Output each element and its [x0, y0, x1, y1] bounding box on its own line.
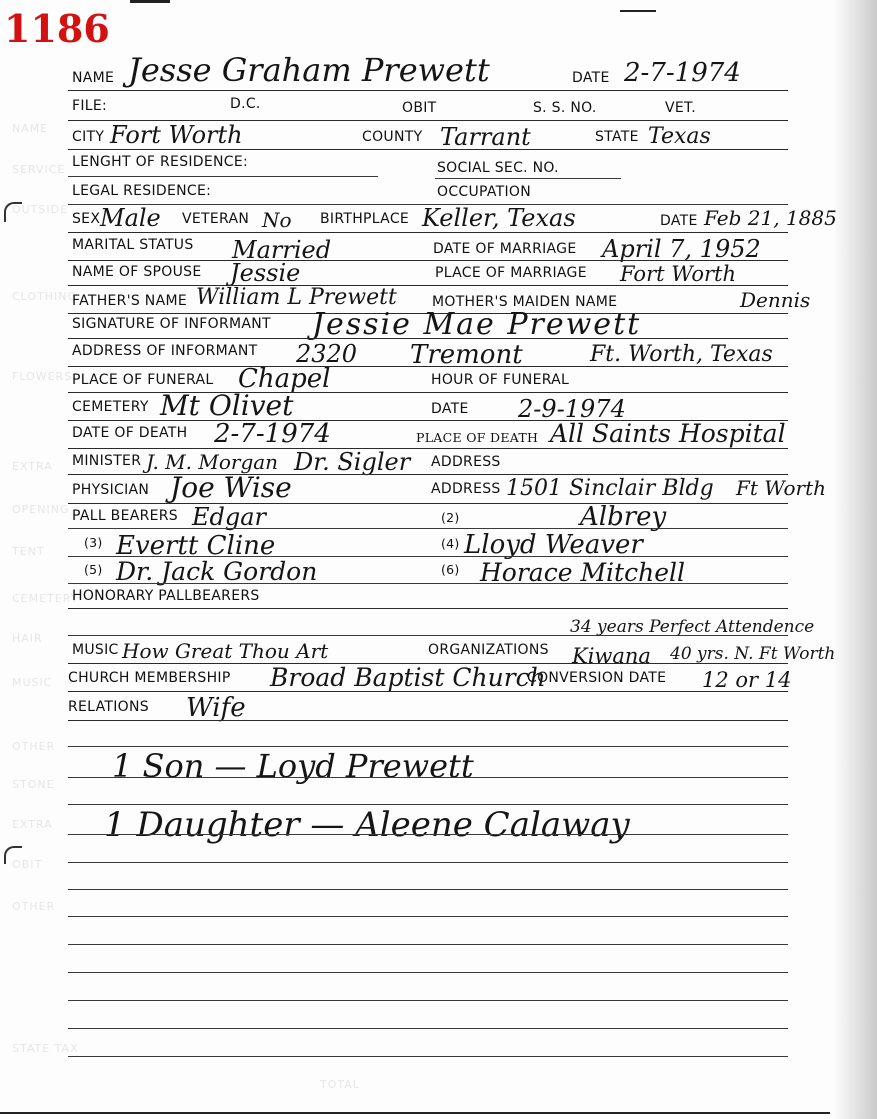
line-length-b [435, 178, 621, 179]
label-ss-no: S. S. NO. [533, 100, 597, 116]
line-relations-10 [68, 972, 788, 973]
line-relations-6 [68, 862, 788, 863]
value-fathers-name: William L Prewett [196, 285, 397, 310]
value-minister: J. M. Morgan [146, 450, 279, 474]
label-birthplace: BIRTHPLACE [320, 211, 410, 227]
binder-hole-mark-2 [4, 846, 22, 864]
record-number: 1186 [4, 6, 110, 51]
value-birth-date: Feb 21, 1885 [704, 206, 837, 230]
line-sex [68, 232, 788, 233]
value-sex: Male [100, 204, 161, 232]
label-state: STATE [595, 129, 639, 145]
line-signature [68, 338, 788, 339]
line-pall-1 [68, 528, 788, 529]
label-fathers-name: FATHER'S NAME [72, 293, 187, 309]
label-dc: D.C. [230, 96, 261, 112]
value-physician-address-city: Ft Worth [736, 476, 826, 500]
label-church-membership: CHURCH MEMBERSHIP [68, 670, 231, 686]
label-name: NAME [72, 70, 115, 86]
label-pall-bearer-3: (3) [84, 535, 103, 550]
label-pall-bearer-2: (2) [441, 510, 460, 525]
line-spouse [68, 285, 788, 286]
value-church-membership: Broad Baptist Church [270, 663, 546, 692]
label-marital-status: MARITAL STATUS [72, 237, 194, 253]
value-organizations: Kiwana [572, 644, 651, 668]
label-place-of-marriage: PLACE OF MARRIAGE [435, 265, 587, 281]
label-legal-residence: LEGAL RESIDENCE: [72, 183, 212, 199]
line-address [68, 366, 788, 367]
label-conversion-date: CONVERSION DATE [527, 670, 667, 686]
label-physician-address: ADDRESS [431, 481, 501, 497]
label-hour-of-funeral: HOUR OF FUNERAL [431, 372, 570, 388]
label-pall-bearer-4: (4) [441, 536, 460, 551]
line-relations-7 [68, 889, 788, 890]
label-place-of-death: PLACE OF DEATH [416, 430, 539, 445]
value-pall-bearer-4: Lloyd Weaver [464, 530, 643, 560]
value-place-of-marriage: Fort Worth [620, 262, 737, 286]
label-date-of-marriage: DATE OF MARRIAGE [433, 241, 577, 257]
line-physician [68, 503, 788, 504]
value-veteran: No [262, 208, 292, 232]
label-pall-bearer-6: (6) [441, 562, 460, 577]
label-mothers-maiden-name: MOTHER'S MAIDEN NAME [432, 294, 618, 310]
line-name [68, 90, 788, 91]
value-address-city: Ft. Worth, Texas [590, 342, 773, 367]
value-signature-of-informant: Jessie Mae Prewett [312, 307, 642, 342]
value-pall-bearer-5: Dr. Jack Gordon [116, 557, 318, 586]
bleed-through-text: NAME SERVICE OUTSIDE CLOTHING FLOWERS EXTRA OPENING TENT CEMETERY HAIR MUSIC OTHER STONE EXTRA OBIT OTHER STATE TAX TOTAL [12, 122, 360, 1091]
line-church [68, 691, 788, 692]
label-cemetery: CEMETERY [72, 399, 149, 415]
page-edge-shadow [835, 0, 877, 1119]
line-relations-12 [68, 1028, 788, 1029]
label-sex: SEX [72, 211, 101, 227]
label-date-of-death: DATE OF DEATH [72, 425, 188, 441]
value-name-of-spouse: Jessie [230, 259, 301, 287]
value-place-of-funeral: Chapel [238, 364, 331, 394]
line-relations-5 [68, 834, 788, 835]
value-cemetery: Mt Olivet [160, 389, 294, 422]
value-organizations-detail: 40 yrs. N. Ft Worth [670, 644, 836, 664]
value-pall-bearer-1: Edgar [192, 503, 267, 531]
value-pall-bearer-2: Albrey [580, 502, 667, 532]
label-music: MUSIC [72, 642, 119, 658]
value-burial-date: 2-9-1974 [518, 395, 626, 423]
top-tape-mark [130, 0, 170, 3]
value-relations: Wife [186, 693, 246, 723]
label-minister: MINISTER [72, 453, 142, 469]
line-marital [68, 260, 788, 261]
value-name: Jesse Graham Prewett [128, 51, 490, 89]
value-marital-status: Married [232, 236, 332, 264]
top-tape-mark-2 [620, 10, 656, 12]
line-relations-8 [68, 916, 788, 917]
value-relation-3: 1 Daughter — Aleene Calaway [104, 805, 630, 845]
label-place-of-funeral: PLACE OF FUNERAL [72, 372, 214, 388]
line-honorary [68, 608, 788, 609]
label-birth-date: DATE [660, 213, 698, 229]
value-address-number: 2320 [296, 340, 358, 368]
value-music: How Great Thou Art [122, 639, 329, 663]
page-bottom-edge [0, 1112, 830, 1114]
line-city [68, 149, 788, 150]
value-birthplace: Keller, Texas [422, 204, 576, 232]
label-relations: RELATIONS [68, 699, 149, 715]
value-physician: Joe Wise [170, 471, 292, 504]
value-date-of-marriage: April 7, 1952 [602, 235, 761, 263]
value-pall-bearer-6: Horace Mitchell [480, 558, 685, 587]
label-veteran: VETERAN [182, 211, 250, 227]
value-minister-2: Dr. Sigler [294, 448, 411, 476]
value-relation-2: 1 Son — Loyd Prewett [112, 747, 474, 785]
value-pall-bearer-3: Evertt Cline [116, 531, 276, 561]
label-burial-date: DATE [431, 401, 469, 417]
line-pall-3 [68, 583, 788, 584]
value-physician-address: 1501 Sinclair Bldg [506, 476, 714, 501]
label-signature-of-informant: SIGNATURE OF INFORMANT [72, 316, 271, 332]
value-city: Fort Worth [110, 121, 243, 149]
value-county: Tarrant [440, 123, 531, 151]
value-state: Texas [648, 124, 711, 149]
label-occupation: OCCUPATION [437, 184, 532, 200]
label-physician: PHYSICIAN [72, 482, 150, 498]
label-minister-address: ADDRESS [431, 454, 501, 470]
value-date-of-death: 2-7-1974 [214, 419, 331, 449]
label-obit: OBIT [402, 100, 437, 116]
line-length-a [68, 176, 378, 177]
line-relations-9 [68, 944, 788, 945]
label-city: CITY [72, 129, 105, 145]
value-organizations-note: 34 years Perfect Attendence [570, 617, 815, 637]
line-relations-1 [68, 720, 788, 721]
value-mothers-maiden-name: Dennis [740, 288, 811, 312]
label-vet: VET. [665, 100, 696, 116]
label-date: DATE [572, 70, 610, 86]
value-date: 2-7-1974 [624, 58, 741, 88]
line-relations-11 [68, 1000, 788, 1001]
label-length-of-residence: LENGHT OF RESIDENCE: [72, 154, 249, 170]
label-county: COUNTY [362, 129, 423, 145]
label-organizations: ORGANIZATIONS [428, 642, 549, 658]
label-name-of-spouse: NAME OF SPOUSE [72, 264, 202, 280]
line-relations-3 [68, 777, 788, 778]
label-pall-bearer-5: (5) [84, 562, 103, 577]
value-place-of-death: All Saints Hospital [550, 419, 786, 448]
label-social-sec-no: SOCIAL SEC. NO. [437, 160, 559, 176]
label-address-of-informant: ADDRESS OF INFORMANT [72, 343, 258, 359]
line-relations-13 [68, 1056, 788, 1057]
value-address-street: Tremont [410, 340, 523, 370]
binder-hole-mark [4, 202, 22, 222]
value-conversion-date: 12 or 14 [702, 668, 792, 692]
label-honorary-pallbearers: HONORARY PALLBEARERS [72, 588, 260, 604]
line-death [68, 448, 788, 449]
label-file: FILE: [72, 98, 108, 114]
label-pall-bearers: PALL BEARERS [72, 508, 178, 524]
